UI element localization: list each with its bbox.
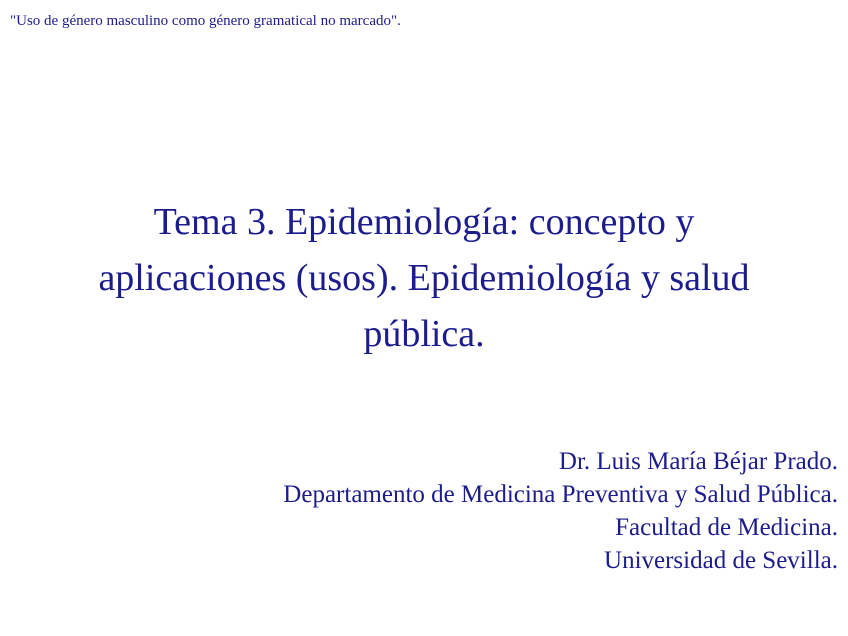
- slide-title-line-3: pública.: [363, 313, 485, 355]
- gender-usage-note: "Uso de género masculino como género gramatical no marcado".: [10, 13, 401, 29]
- author-university: Universidad de Sevilla.: [604, 547, 838, 574]
- slide-title: [0, 194, 848, 362]
- slide-title-line-2: aplicaciones (usos). Epidemiología y salud: [98, 257, 750, 299]
- author-department: Departamento de Medicina Preventiva y Salud Pública.: [283, 481, 838, 508]
- author-name: Dr. Luis María Béjar Prado.: [558, 448, 838, 475]
- author-block: [283, 445, 838, 577]
- slide-title-line-1: Tema 3. Epidemiología: concepto y: [153, 201, 695, 243]
- author-faculty: Facultad de Medicina.: [615, 514, 838, 541]
